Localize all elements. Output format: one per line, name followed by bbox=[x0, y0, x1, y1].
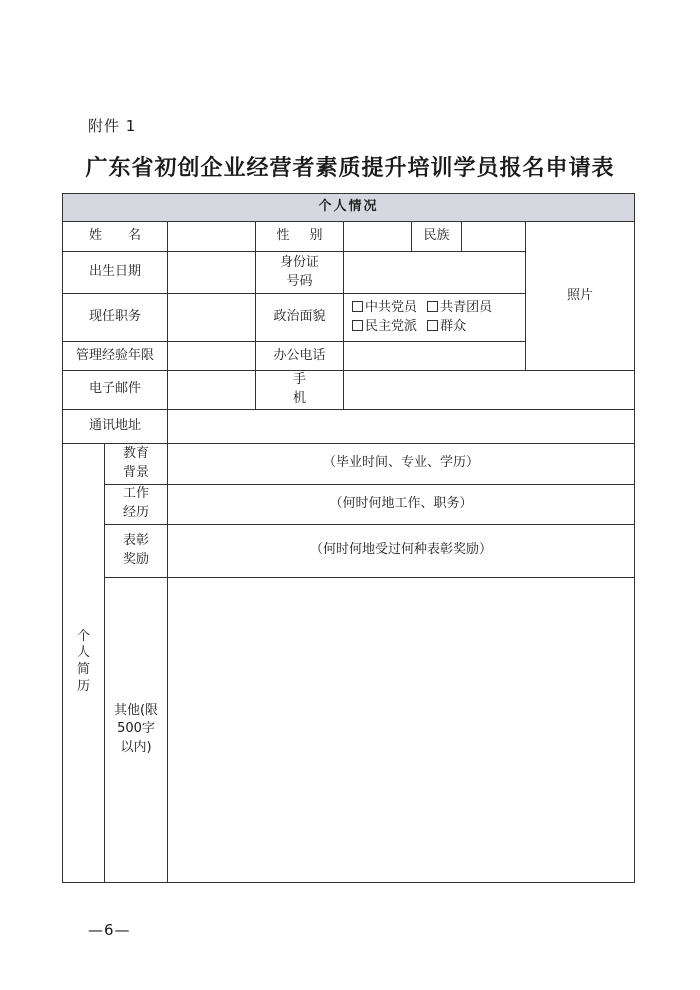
work-label-cell bbox=[105, 484, 168, 524]
awards-hint: （何时何地受过何种表彰奖励） bbox=[310, 542, 493, 558]
photo-box[interactable] bbox=[526, 222, 635, 371]
name-label: 姓名 bbox=[63, 222, 168, 252]
awards-label: 表彰奖励 bbox=[122, 532, 149, 567]
work-hint: （何时何地工作、职务） bbox=[329, 495, 473, 511]
registration-form-table bbox=[62, 193, 635, 883]
resume-label-cell bbox=[63, 443, 105, 882]
education-label-cell bbox=[105, 443, 168, 484]
name-field[interactable] bbox=[168, 222, 256, 252]
id-label-cell bbox=[256, 252, 344, 294]
position-label: 现任职务 bbox=[63, 294, 168, 342]
resume-label: 个人简历 bbox=[76, 628, 90, 695]
political-options bbox=[344, 294, 526, 342]
attachment-label: 附件 1 bbox=[88, 117, 137, 135]
email-label: 电子邮件 bbox=[63, 371, 168, 410]
email-field[interactable] bbox=[168, 371, 256, 410]
address-field[interactable] bbox=[168, 409, 635, 443]
birth-label: 出生日期 bbox=[63, 252, 168, 294]
mobile-label: 手机 bbox=[256, 371, 344, 410]
education-field[interactable] bbox=[168, 443, 635, 484]
gender-label: 性别 bbox=[256, 222, 344, 252]
education-label: 教育背景 bbox=[122, 445, 149, 480]
ethnicity-label: 民族 bbox=[412, 222, 462, 252]
political-label: 政治面貌 bbox=[256, 294, 344, 342]
gender-field[interactable] bbox=[344, 222, 412, 252]
checkbox-icon[interactable] bbox=[352, 320, 363, 331]
id-field[interactable] bbox=[344, 252, 526, 294]
other-label-cell bbox=[105, 577, 168, 882]
mobile-field[interactable] bbox=[344, 371, 635, 410]
work-label: 工作经历 bbox=[122, 486, 149, 521]
mgmt-years-field[interactable] bbox=[168, 342, 256, 371]
political-option[interactable]: 民主党派 bbox=[352, 318, 417, 337]
mgmt-years-label: 管理经验年限 bbox=[63, 342, 168, 371]
page-number: —6— bbox=[88, 921, 131, 939]
political-option[interactable]: 共青团员 bbox=[427, 299, 492, 318]
office-phone-label: 办公电话 bbox=[256, 342, 344, 371]
awards-field[interactable] bbox=[168, 524, 635, 577]
id-label: 身份证号码 bbox=[279, 254, 319, 289]
office-phone-field[interactable] bbox=[344, 342, 526, 371]
form-title: 广东省初创企业经营者素质提升培训学员报名申请表 bbox=[85, 155, 615, 181]
ethnicity-field[interactable] bbox=[462, 222, 526, 252]
other-label: 其他(限500字以内) bbox=[113, 702, 159, 756]
address-label: 通讯地址 bbox=[63, 409, 168, 443]
position-field[interactable] bbox=[168, 294, 256, 342]
education-hint: （毕业时间、专业、学历） bbox=[323, 455, 480, 471]
birth-field[interactable] bbox=[168, 252, 256, 294]
section-header: 个人情况 bbox=[63, 194, 635, 222]
awards-label-cell bbox=[105, 524, 168, 577]
checkbox-icon[interactable] bbox=[427, 320, 438, 331]
checkbox-icon[interactable] bbox=[427, 301, 438, 312]
checkbox-icon[interactable] bbox=[352, 301, 363, 312]
political-option[interactable]: 中共党员 bbox=[352, 299, 417, 318]
other-field[interactable] bbox=[168, 577, 635, 882]
political-option[interactable]: 群众 bbox=[427, 318, 466, 337]
work-field[interactable] bbox=[168, 484, 635, 524]
photo-label: 照片 bbox=[567, 287, 594, 303]
